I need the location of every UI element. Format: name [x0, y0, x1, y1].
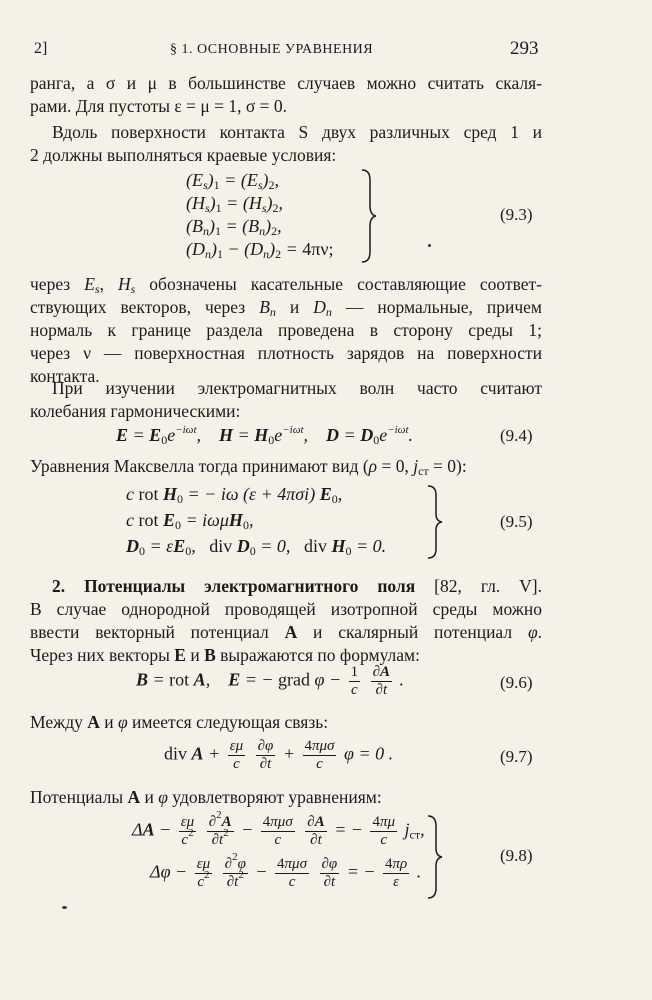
paragraph-boundary-intro-cont — [30, 144, 542, 167]
fraction: $\frac{\partial^2A}{\partial t^2}$ — [208, 809, 232, 848]
eq-row: Δφ − $\frac{\varepsilon\mu}{c^2}$ $\frac{\partial^2\varphi}{\partial t^2}$ − 4πμσ c $\frac{\partial\varphi}{\partial t}$ = − $\frac{4\pi\rho}{\varepsilon}$ . — [150, 851, 422, 890]
fraction: 4πμσ c — [262, 814, 293, 848]
paragraph-relation — [30, 711, 542, 734]
paragraph-boundary-intro — [30, 121, 542, 144]
citation: [82, гл. V]. — [434, 576, 543, 596]
fraction: $\frac{\varepsilon\mu}{c}$ — [229, 738, 244, 772]
eq-row: $E = E_0e^{-i\omega t}$, $H = H_0e^{-i\omega t}$, $D = D_0e^{-i\omega t}$. — [116, 424, 414, 447]
text-line — [52, 575, 542, 598]
paragraph-equations — [30, 786, 542, 809]
fraction: $\frac{4\pi\rho}{\varepsilon}$ — [385, 856, 408, 890]
equation-number: (9.6) — [500, 673, 533, 692]
paragraph-harmonic-cont — [30, 400, 542, 423]
text-line: Между A и φ имеется следующая связь: — [30, 712, 329, 732]
text-line: рами. Для пустоты ε = μ = 1, σ = 0. — [30, 96, 288, 116]
text-line: нормаль к границе раздела проведена в сторону среды 1; — [30, 320, 542, 340]
fraction: 4πμσ c — [304, 738, 335, 772]
eq-row: $(B_n)_1 = (B_n)_2$, — [186, 216, 282, 238]
eq-row: div A + $\frac{\varepsilon\mu}{c}$ $\frac{\partial\varphi}{\partial t}$ + 4πμσ c φ = 0 . — [164, 738, 394, 772]
fraction: $\frac{\partial^2\varphi}{\partial t^2}$ — [224, 851, 246, 890]
fraction: $\frac{\partial A}{\partial t}$ — [307, 814, 325, 848]
fraction: $\frac{\partial A}{\partial t}$ — [372, 664, 391, 698]
text-line: ввести векторный потенциал A и скалярный потенциал φ. — [30, 622, 542, 642]
text-line: ствующих векторов, через $B_n$ и $D_n$ — нормальные, причем — [30, 297, 542, 319]
right-brace — [426, 814, 444, 900]
fraction: 4πμσ c — [277, 856, 307, 890]
eq-row: $(D_n)_1 - (D_n)_2 = 4\pi\nu$; — [186, 239, 334, 261]
eq-row: c rot $H_0$ = − iω (ε + 4πσi) $E_0$, — [126, 484, 343, 506]
eq-row: ΔA − $\frac{\varepsilon\mu}{c^2}$ $\frac{\partial^2A}{\partial t^2}$ − 4πμσ c $\frac{\partial A}{\partial t}$ = − $\frac{4\pi\mu}{c}$ $j_{ст}$, — [132, 809, 425, 848]
paragraph-maxwell — [30, 455, 550, 478]
eq-row: $(E_s)_1 = (E_s)_2$, — [186, 170, 279, 192]
print-speck — [62, 906, 67, 909]
equation-number: (9.4) — [500, 426, 533, 445]
section-title: 2. Потенциалы электромагнитного поля — [52, 576, 416, 596]
equation-number: (9.8) — [500, 846, 533, 865]
section-2-heading-line — [30, 575, 542, 598]
fraction: $\frac{1}{c}$ — [350, 664, 359, 698]
page-number: 293 — [510, 38, 539, 59]
eq-row: $D_0 = \varepsilon E_0$, div $D_0 = 0$, div $H_0 = 0$. — [126, 536, 387, 558]
text-line: ранга, а σ и μ в большинстве случаев можно считать скаля- — [30, 73, 542, 93]
paragraph-notation — [30, 273, 542, 388]
text-line: контакта. — [30, 366, 100, 386]
fraction: $\frac{\varepsilon\mu}{c^2}$ — [196, 856, 211, 890]
text-line: через $E_s$, $H_s$ обозначены касательные составляющие соответ- — [30, 274, 542, 296]
paragraph-potentials — [30, 598, 542, 667]
right-brace — [426, 484, 444, 560]
header-section-title: § 1. ОСНОВНЫЕ УРАВНЕНИЯ — [170, 42, 374, 57]
paragraph-harmonic — [30, 377, 542, 400]
fraction: $\frac{\partial\varphi}{\partial t}$ — [321, 856, 338, 890]
fraction: $\frac{\varepsilon\mu}{c^2}$ — [180, 814, 195, 848]
fraction: $\frac{4\pi\mu}{c}$ — [372, 814, 396, 848]
text-line: Уравнения Максвелла тогда принимают вид (ρ = 0, $j_{ст} = 0$): — [30, 456, 467, 478]
right-brace — [360, 168, 378, 264]
text-line: 2 должны выполняться краевые условия: — [30, 145, 337, 165]
header-chapter-marker: 2] — [34, 40, 48, 57]
eq-row: B = rot A, E = − grad φ − $\frac{1}{c}$ $\frac{\partial A}{\partial t}$ . — [136, 664, 405, 698]
text-line: Потенциалы A и φ удовлетворяют уравнениям: — [30, 787, 382, 807]
equation-number: (9.3) — [500, 205, 533, 224]
text-line: колебания гармоническими: — [30, 401, 241, 421]
text-line: Через них векторы E и B выражаются по формулам: — [30, 645, 420, 665]
equation-number: (9.5) — [500, 512, 533, 531]
text-line: В случае однородной проводящей изотропной среды можно — [30, 599, 542, 619]
fraction: $\frac{\partial\varphi}{\partial t}$ — [257, 738, 274, 772]
print-speck — [428, 244, 431, 247]
equation-number: (9.7) — [500, 747, 533, 766]
text-line: Вдоль поверхности контакта S двух различных сред 1 и — [52, 122, 542, 142]
eq-row: $(H_s)_1 = (H_s)_2$, — [186, 193, 283, 215]
text-line: через ν — поверхностная плотность зарядов на поверхности — [30, 343, 542, 363]
eq-row: c rot $E_0 = i\omega\mu H_0$, — [126, 510, 254, 532]
paragraph-materials — [30, 72, 542, 118]
text-line: При изучении электромагнитных волн часто считают — [52, 378, 542, 398]
